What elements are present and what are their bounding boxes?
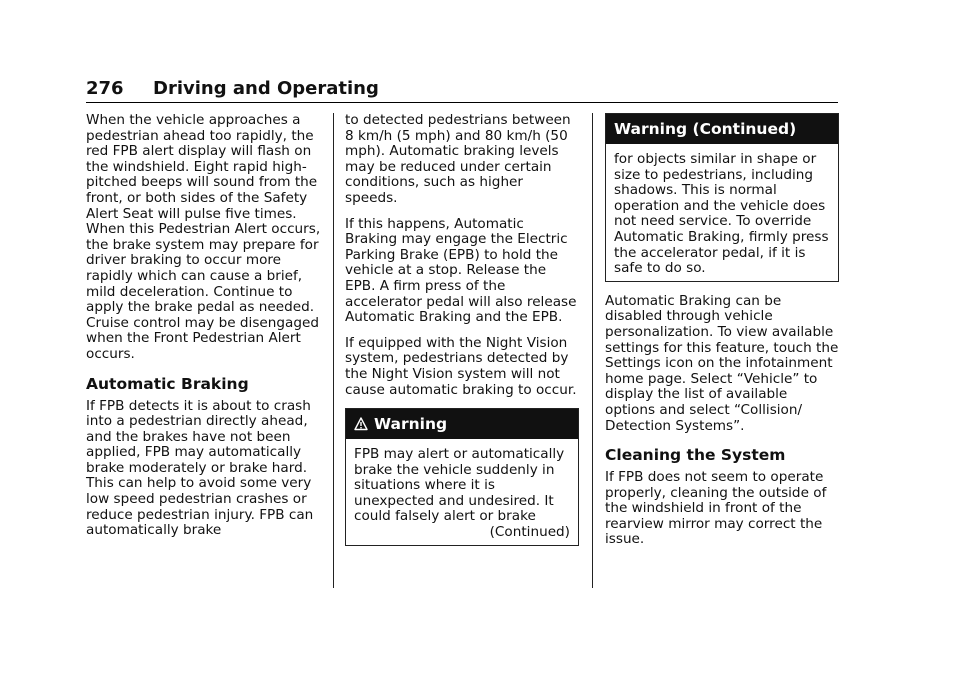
warning-text: FPB may alert or automatically brake the vehicle suddenly in situations where it is unexpected and undesired. It could falsely alert or brake [354, 446, 565, 525]
warning-box-continued [605, 113, 839, 282]
page-number: 276 [86, 78, 124, 99]
paragraph: If equipped with the Night Vision system, pedestrians detected by the Night Vision system will not cause automatic braking to occur. [345, 334, 577, 398]
column-middle [345, 113, 579, 558]
warning-header [346, 409, 578, 439]
paragraph: Automatic Braking can be disabled through vehicle personalization. To view available settings for this feature, touch the Settings icon on the infotainment home page. Select “Vehicle” to display the list of available options and select “Collision/ Detection Systems”. [605, 292, 839, 434]
section-title: Driving and Operating [153, 78, 379, 99]
paragraph: If FPB detects it is about to crash into a pedestrian directly ahead, and the brakes have not been applied, FPB may automatically brake moderately or brake hard. This can help to avoid some very low speed pedestrian crashes or reduce pedestrian injury. FPB can automatically brake [86, 397, 314, 539]
warning-body [606, 144, 838, 281]
warning-triangle-icon [354, 417, 368, 431]
column-divider [592, 113, 593, 588]
column-right [605, 113, 839, 558]
warning-header: Warning (Continued) [606, 114, 838, 144]
page-header [86, 80, 838, 103]
paragraph: If FPB does not seem to operate properly, cleaning the outside of the windshield in front of the rearview mirror may correct the issue. [605, 469, 827, 548]
warning-title: Warning [374, 415, 448, 434]
paragraph: If this happens, Automatic Braking may engage the Electric Parking Brake (EPB) to hold the vehicle at a stop. Release the EPB. A firm press of the accelerator pedal will also release Automatic Braking and the EPB. [345, 215, 577, 326]
subheading-automatic-braking: Automatic Braking [86, 374, 249, 393]
subheading-cleaning-the-system: Cleaning the System [605, 446, 786, 465]
warning-body [346, 439, 578, 545]
warning-box [345, 408, 579, 546]
column-left [86, 113, 322, 549]
warning-text: for objects similar in shape or size to pedestrians, including shadows. This is normal operation and the vehicle does not need service. To override Automatic Braking, firmly press the accelerator pedal, if it is safe to do so. [614, 151, 829, 277]
column-divider [333, 113, 334, 588]
paragraph: When the vehicle approaches a pedestrian ahead too rapidly, the red FPB alert display will flash on the windshield. Eight rapid high-pitched beeps will sound from the front, or both sides of the Safety Alert Seat will pulse five times. When this Pedestrian Alert occurs, the brake system may prepare for driver braking to occur more rapidly which can cause a brief, mild deceleration. Continue to apply the brake pedal as needed. Cruise control may be disengaged when the Front Pedestrian Alert occurs. [86, 112, 321, 362]
paragraph: to detected pedestrians between 8 km/h (5 mph) and 80 km/h (50 mph). Automatic braking levels may be reduced under certain conditions, such as higher speeds. [345, 112, 571, 206]
continued-label: (Continued) [489, 524, 570, 541]
